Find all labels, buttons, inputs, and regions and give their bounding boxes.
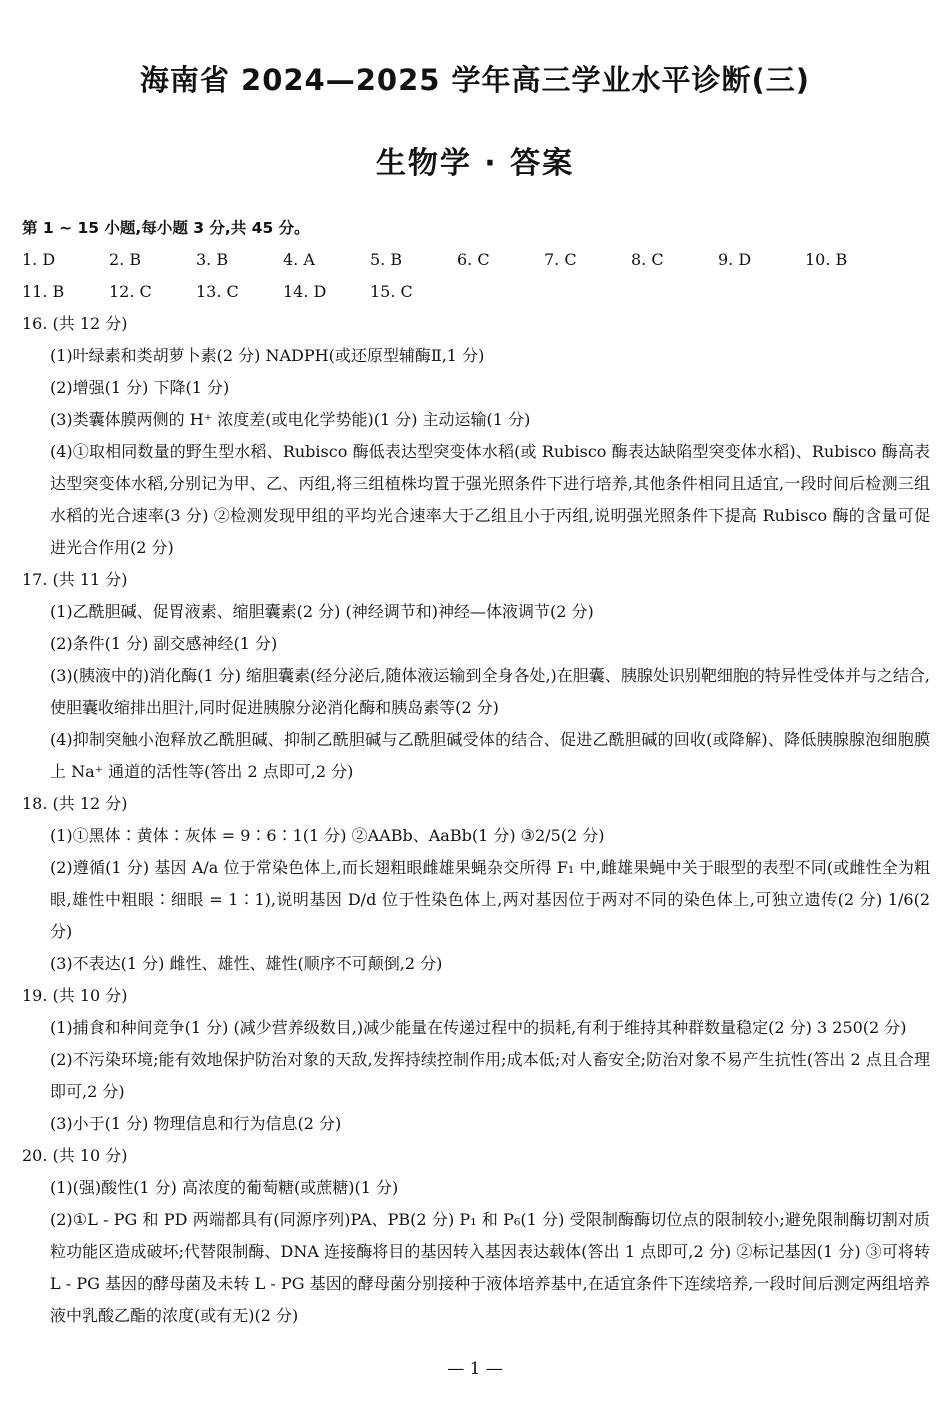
mc-answer: 9. D xyxy=(718,250,752,269)
mc-answer: 8. C xyxy=(631,250,664,269)
question-17-part-4: (4)抑制突触小泡释放乙酰胆碱、抑制乙酰胆碱与乙酰胆碱受体的结合、促进乙酰胆碱的回收(或降解)、降低胰腺腺泡细胞膜上 Na⁺ 通道的活性等(答出 2 点即可,2 分) xyxy=(50,730,930,781)
question-18-part-1: (1)①黑体∶黄体∶灰体 = 9∶6∶1(1 分) ②AABb、AaBb(1 分) ③2/5(2 分) xyxy=(50,826,605,845)
mc-answer: 15. C xyxy=(370,282,413,301)
mc-answer: 4. A xyxy=(283,250,315,269)
mc-answer: 6. C xyxy=(457,250,490,269)
answer-content xyxy=(22,212,930,1332)
question-18-part-3: (3)不表达(1 分) 雌性、雄性、雄性(顺序不可颠倒,2 分) xyxy=(50,954,443,973)
multiple-choice-row xyxy=(22,276,930,308)
question-17-part-3: (3)(胰液中的)消化酶(1 分) 缩胆囊素(经分泌后,随体液运输到全身各处,)在胆囊、胰腺处识别靶细胞的特异性受体并与之结合,使胆囊收缩排出胆汁,同时促进胰腺分泌消化酶和胰岛素等(2 分) xyxy=(50,666,930,717)
mc-answer: 1. D xyxy=(22,250,56,269)
question-17-heading: 17. (共 11 分) xyxy=(22,570,128,589)
question-20-part-2: (2)①L - PG 和 PD 两端都具有(同源序列)PA、PB(2 分) P₁ 和 P₆(1 分) 受限制酶酶切位点的限制较小;避免限制酶切割对质粒功能区造成破坏;代替限制酶、DNA 连接酶将目的基因转入基因表达载体(答出 1 点即可,2 分) ②标记基因(1 分) ③可将转 L - PG 基因的酵母菌及未转 L - PG 基因的酵母菌分别接种于液体培养基中,在适宜条件下连续培养,一段时间后测定两组培养液中乳酸乙酯的浓度(或有无)(2 分) xyxy=(50,1210,930,1325)
multiple-choice-note: 第 1 ~ 15 小题,每小题 3 分,共 45 分。 xyxy=(22,219,310,237)
question-16-part-1: (1)叶绿素和类胡萝卜素(2 分) NADPH(或还原型辅酶Ⅱ,1 分) xyxy=(50,346,485,365)
question-18-part-2: (2)遵循(1 分) 基因 A/a 位于常染色体上,而长翅粗眼雌雄果蝇杂交所得 F₁ 中,雌雄果蝇中关于眼型的表型不同(或雌性全为粗眼,雄性中粗眼∶细眼 = 1∶1),说明基因 D/d 位于性染色体上,两对基因位于两对不同的染色体上,可独立遗传(2 分) 1/6(2 分) xyxy=(50,858,930,941)
question-16-heading: 16. (共 12 分) xyxy=(22,314,128,333)
mc-answer: 11. B xyxy=(22,282,65,301)
question-19-part-3: (3)小于(1 分) 物理信息和行为信息(2 分) xyxy=(50,1114,342,1133)
page-number: — 1 — xyxy=(447,1359,503,1379)
question-17-part-2: (2)条件(1 分) 副交感神经(1 分) xyxy=(50,634,278,653)
document-subtitle: 生物学 · 答案 xyxy=(375,146,575,181)
mc-answer: 14. D xyxy=(283,282,327,301)
question-16-part-4: (4)①取相同数量的野生型水稻、Rubisco 酶低表达型突变体水稻(或 Rubisco 酶表达缺陷型突变体水稻)、Rubisco 酶高表达型突变体水稻,分别记为甲、乙、丙组,将三组植株均置于强光照条件下进行培养,其他条件相同且适宜,一段时间后检测三组水稻的光合速率(3 分) ②检测发现甲组的平均光合速率大于乙组且小于丙组,说明强光照条件下提高 Rubisco 酶的含量可促进光合作用(2 分) xyxy=(50,442,930,557)
mc-answer: 2. B xyxy=(109,250,142,269)
mc-answer: 7. C xyxy=(544,250,577,269)
question-19-part-1: (1)捕食和种间竞争(1 分) (减少营养级数目,)减少能量在传递过程中的损耗,有利于维持其种群数量稳定(2 分) 3 250(2 分) xyxy=(50,1018,907,1037)
mc-answer: 3. B xyxy=(196,250,229,269)
question-18-heading: 18. (共 12 分) xyxy=(22,794,128,813)
question-16-part-2: (2)增强(1 分) 下降(1 分) xyxy=(50,378,230,397)
question-16-part-3: (3)类囊体膜两侧的 H⁺ 浓度差(或电化学势能)(1 分) 主动运输(1 分) xyxy=(50,410,531,429)
document-title: 海南省 2024—2025 学年高三学业水平诊断(三) xyxy=(139,63,811,97)
question-19-heading: 19. (共 10 分) xyxy=(22,986,128,1005)
question-20-heading: 20. (共 10 分) xyxy=(22,1146,128,1165)
mc-answer: 5. B xyxy=(370,250,403,269)
question-20-part-1: (1)(强)酸性(1 分) 高浓度的葡萄糖(或蔗糖)(1 分) xyxy=(50,1178,399,1197)
question-19-part-2: (2)不污染环境;能有效地保护防治对象的天敌,发挥持续控制作用;成本低;对人畜安全;防治对象不易产生抗性(答出 2 点且合理即可,2 分) xyxy=(50,1050,930,1101)
mc-answer: 13. C xyxy=(196,282,239,301)
mc-answer: 10. B xyxy=(805,250,848,269)
question-17-part-1: (1)乙酰胆碱、促胃液素、缩胆囊素(2 分) (神经调节和)神经—体液调节(2 分) xyxy=(50,602,594,621)
multiple-choice-row xyxy=(22,244,930,276)
mc-answer: 12. C xyxy=(109,282,152,301)
